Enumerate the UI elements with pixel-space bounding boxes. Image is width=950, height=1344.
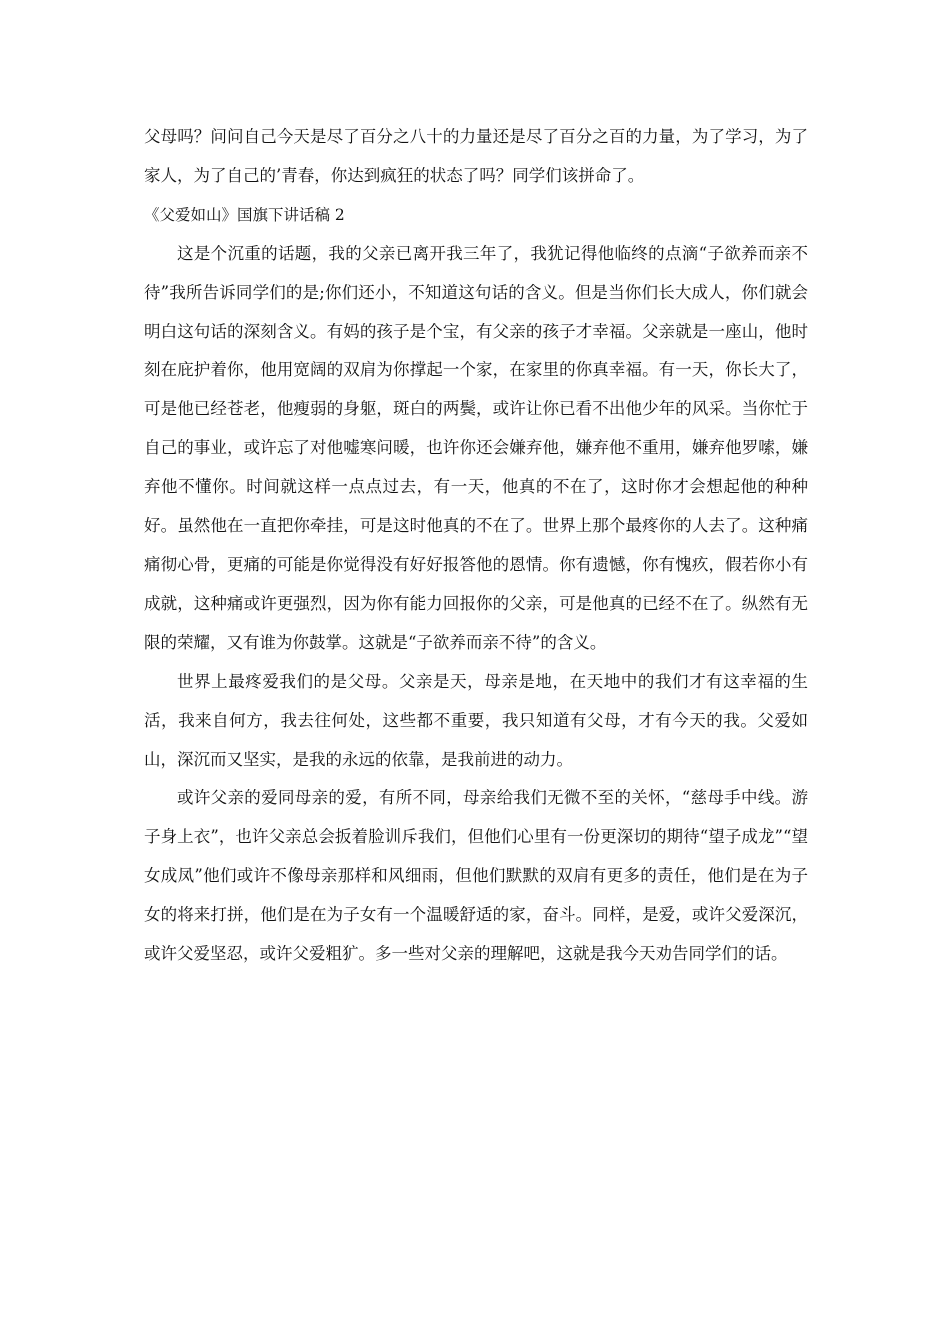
- section-heading: 《父爱如山》国旗下讲话稿 2: [144, 205, 345, 224]
- paragraph-parents-love: 世界上最疼爱我们的是父母。父亲是天，母亲是地，在天地中的我们才有这幸福的生活，我来自何方，我去往何处，这些都不重要，我只知道有父母，才有今天的我。父爱如山，深沉而又坚实，是我的永远的依靠，是我前进的动力。: [144, 671, 808, 769]
- paragraph-continued: 父母吗？问问自己今天是尽了百分之八十的力量还是尽了百分之百的力量，为了学习，为了家人，为了自己的’青春，你达到疯狂的状态了吗？同学们该拼命了。: [144, 127, 808, 185]
- paragraph-father-loss: 这是个沉重的话题，我的父亲已离开我三年了，我犹记得他临终的点滴“子欲养而亲不待”我所告诉同学们的是;你们还小，不知道这句话的含义。但是当你们长大成人，你们就会明白这句话的深刻含义。有妈的孩子是个宝，有父亲的孩子才幸福。父亲就是一座山，他时刻在庇护着你，他用宽阔的双肩为你撑起一个家，在家里的你真幸福。有一天，你长大了，可是他已经苍老，他瘦弱的身躯，斑白的两鬓，或许让你已看不出他少年的风采。当你忙于自己的事业，或许忘了对他嘘寒问暖，也许你还会嫌弃他，嫌弃他不重用，嫌弃他罗嗦，嫌弃他不懂你。时间就这样一点点过去，有一天，他真的不在了，这时你才会想起他的种种好。虽然他在一直把你牵挂，可是这时他真的不在了。世界上那个最疼你的人去了。这种痛痛彻心骨，更痛的可能是你觉得没有好好报答他的恩情。你有遗憾，你有愧疚，假若你小有成就，这种痛或许更强烈，因为你有能力回报你的父亲，可是他真的已经不在了。纵然有无限的荣耀，又有谁为你鼓掌。这就是“子欲养而亲不待”的含义。: [144, 243, 808, 652]
- paragraph-father-mother-love: 或许父亲的爱同母亲的爱，有所不同，母亲给我们无微不至的关怀，“慈母手中线。游子身上衣”，也许父亲总会扳着脸训斥我们，但他们心里有一份更深切的期待“望子成龙”“望女成凤”他们或许不像母亲那样和风细雨，但他们默默的双肩有更多的责任，他们是在为子女的将来打拼，他们是在为子女有一个温暖舒适的家，奋斗。同样，是爱，或许父爱深沉，或许父爱坚忍，或许父爱粗犷。多一些对父亲的理解吧，这就是我今天劝告同学们的话。: [144, 788, 808, 964]
- document-body: [144, 118, 808, 974]
